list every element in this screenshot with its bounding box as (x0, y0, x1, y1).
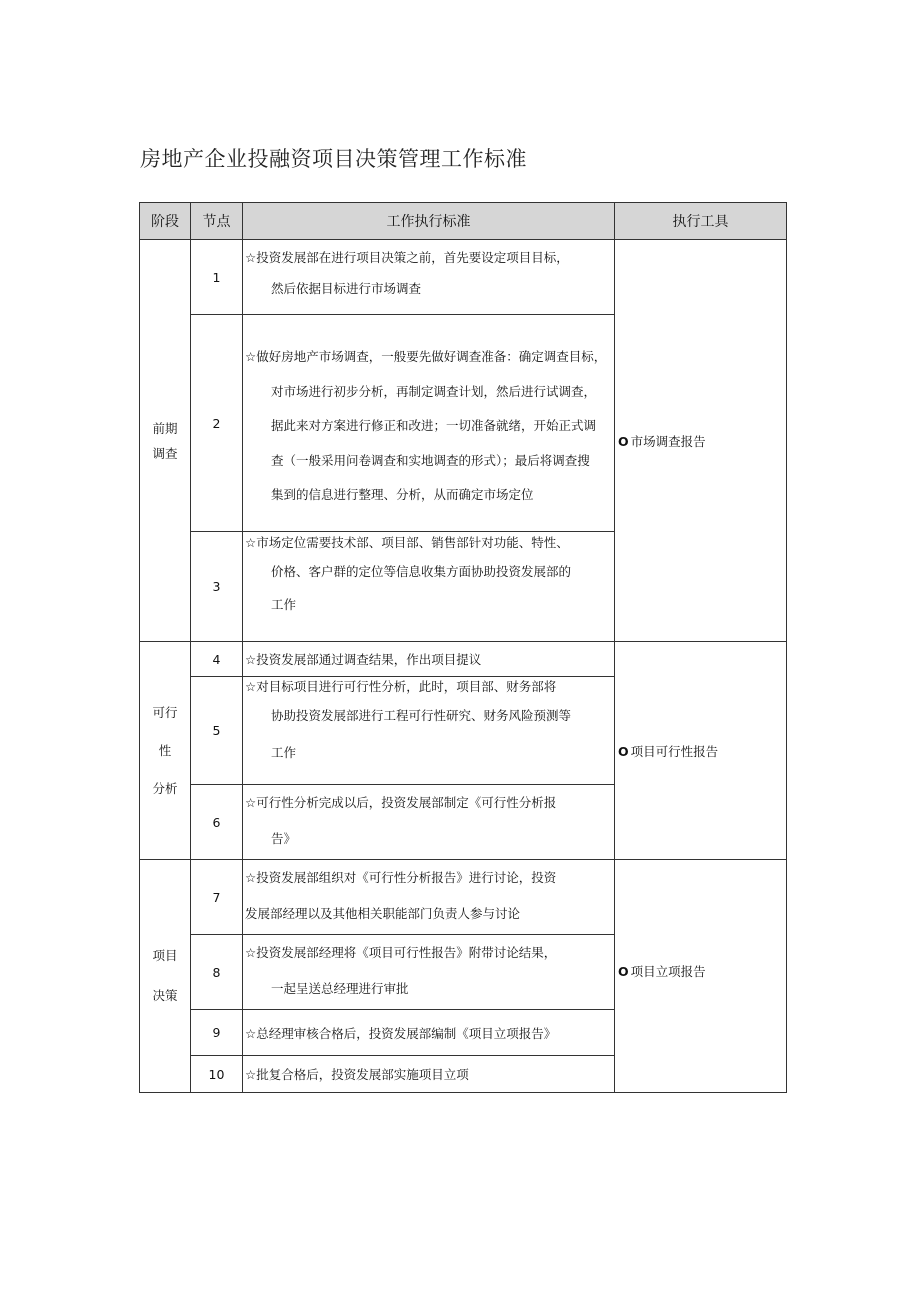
stage-name-line: 决策 (152, 988, 178, 1003)
stage-cell (140, 642, 191, 860)
node-cell: 6 (191, 785, 243, 860)
node-cell: 1 (191, 240, 243, 315)
node-cell: 5 (191, 677, 243, 785)
table-row (140, 860, 787, 935)
standard-line: ☆投资发展部组织对《可行性分析报告》进行讨论，投资 (245, 870, 557, 885)
standard-line: 协助投资发展部进行工程可行性研究、财务风险预测等 (271, 708, 572, 723)
circle-marker-icon: O (618, 964, 629, 979)
header-node: 节点 (191, 203, 243, 240)
standard-line: ☆批复合格后，投资发展部实施项目立项 (245, 1067, 469, 1082)
tool-name: 项目可行性报告 (630, 743, 719, 759)
standard-line: ☆对目标项目进行可行性分析，此时，项目部、财务部将 (245, 679, 557, 694)
table-row (140, 642, 787, 677)
standard-line: ☆投资发展部通过调查结果，作出项目提议 (245, 652, 482, 667)
standard-line: ☆投资发展部在进行项目决策之前，首先要设定项目目标， (245, 250, 569, 265)
standard-cell (243, 240, 615, 315)
tool-name: 市场调查报告 (630, 433, 706, 449)
standard-cell (243, 642, 615, 677)
standard-line: 发展部经理以及其他相关职能部门负责人参与讨论 (245, 906, 521, 921)
node-cell: 7 (191, 860, 243, 935)
header-row (140, 203, 787, 240)
tool-cell (615, 860, 787, 1093)
stage-cell (140, 860, 191, 1093)
standard-line: ☆市场定位需要技术部、项目部、销售部针对功能、特性、 (245, 535, 569, 550)
standard-cell (243, 1056, 615, 1093)
stage-name-line: 性 (158, 742, 172, 758)
standard-line: 查（一般采用问卷调查和实地调查的形式）；最后将调查搜 (271, 452, 590, 468)
standard-cell (243, 315, 615, 532)
header-stage: 阶段 (140, 203, 191, 240)
standard-line: ☆可行性分析完成以后，投资发展部制定《可行性分析报 (245, 795, 557, 810)
header-tool: 执行工具 (615, 203, 787, 240)
stage-name-line: 调查 (152, 445, 178, 461)
standard-cell (243, 935, 615, 1010)
stage-name-line: 可行 (152, 704, 178, 720)
node-cell: 4 (191, 642, 243, 677)
node-cell: 9 (191, 1010, 243, 1056)
node-cell: 8 (191, 935, 243, 1010)
stage-name-line: 前期 (152, 420, 178, 436)
standard-cell (243, 785, 615, 860)
standard-line: 据此来对方案进行修正和改进；一切准备就绪，开始正式调 (271, 418, 597, 433)
standard-line: 对市场进行初步分析，再制定调查计划，然后进行试调查， (271, 383, 597, 399)
standard-cell (243, 1010, 615, 1056)
standard-cell (243, 677, 615, 785)
standard-line: 价格、客户群的定位等信息收集方面协助投资发展部的 (271, 564, 572, 579)
circle-marker-icon: O (618, 743, 629, 759)
tool-name: 项目立项报告 (630, 964, 706, 979)
standard-line: 告》 (271, 831, 297, 846)
node-cell: 3 (191, 532, 243, 642)
stage-name-line: 项目 (152, 948, 178, 963)
standard-cell (243, 860, 615, 935)
standard-line: 然后依据目标进行市场调查 (271, 281, 422, 296)
standard-line: ☆做好房地产市场调查，一般要先做好调查准备：确定调查目标， (245, 349, 607, 364)
standards-table (139, 202, 787, 1093)
tool-cell (615, 240, 787, 642)
standard-line: ☆投资发展部经理将《项目可行性报告》附带讨论结果， (245, 945, 557, 960)
node-cell: 2 (191, 315, 243, 532)
standard-line: 集到的信息进行整理、分析，从而确定市场定位 (271, 487, 534, 502)
standard-line: ☆总经理审核合格后，投资发展部编制《项目立项报告》 (245, 1025, 557, 1041)
standard-line: 工作 (271, 597, 297, 612)
circle-marker-icon: O (618, 433, 629, 449)
standard-line: 一起呈送总经理进行审批 (271, 981, 409, 996)
tool-cell (615, 642, 787, 860)
standard-line: 工作 (271, 745, 297, 760)
node-cell: 10 (191, 1056, 243, 1093)
standard-cell (243, 532, 615, 642)
stage-name-line: 分析 (152, 780, 178, 796)
table-row (140, 240, 787, 315)
header-standard: 工作执行标准 (243, 203, 615, 240)
stage-cell (140, 240, 191, 642)
document-title: 房地产企业投融资项目决策管理工作标准 (140, 147, 527, 171)
